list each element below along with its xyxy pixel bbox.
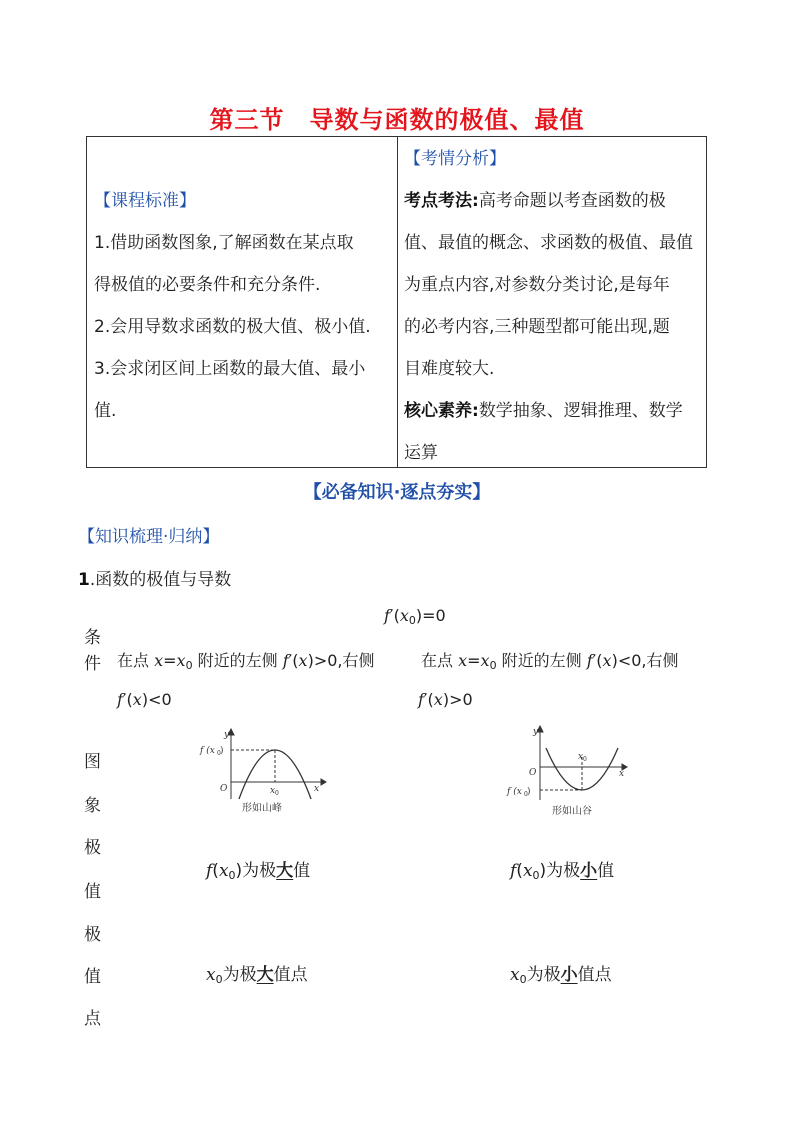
exam-analysis-cell <box>404 138 704 474</box>
min-point-text: $x_0$为极小值点 <box>510 965 612 986</box>
svg-text:x: x <box>270 786 276 796</box>
svg-text:y: y <box>224 730 230 740</box>
exam-line: 为重点内容,对参数分类讨论,是每年 <box>404 275 670 295</box>
svg-text:f (x: f (x <box>200 746 215 756</box>
max-condition-cont: f′(x)<0 <box>117 690 172 709</box>
standard-line: 得极值的必要条件和充分条件. <box>94 275 321 295</box>
graph-label: 图 象 <box>84 752 101 816</box>
extreme-point-label: 极 值 点 <box>84 925 101 1029</box>
standard-line: 1.借助函数图象,了解函数在某点取 <box>94 233 354 253</box>
svg-text:x: x <box>314 784 320 794</box>
svg-text:x: x <box>578 752 584 762</box>
min-value-text: $f(x_0)$为极小值 <box>510 861 615 882</box>
exam-line: 高考命题以考查函数的极 <box>478 191 666 211</box>
svg-text:): ) <box>527 787 531 797</box>
exam-line: 目难度较大. <box>404 359 495 379</box>
core-literacy-label: 核心素养: <box>404 401 479 421</box>
svg-text:0: 0 <box>583 756 587 763</box>
standard-line: 3.会求闭区间上函数的最大值、最小 <box>94 359 366 379</box>
exam-method-label: 考点考法: <box>404 191 479 211</box>
standard-line: 2.会用导数求函数的极大值、极小值. <box>94 317 371 337</box>
table-divider <box>397 136 398 468</box>
peak-caption: 形如山峰 <box>242 803 282 814</box>
condition-label: 条 件 <box>84 628 101 674</box>
max-value-text: $f(x_0)$为极大值 <box>206 861 311 882</box>
svg-text:O: O <box>220 784 228 794</box>
item-text: .函数的极值与导数 <box>89 570 232 590</box>
extreme-value-label: 极 值 <box>84 838 101 902</box>
min-condition: 在点 $x=x_0$ 附近的左侧 f′(x)<0,右侧 <box>421 651 679 672</box>
valley-caption: 形如山谷 <box>552 806 592 817</box>
svg-text:0: 0 <box>217 750 221 757</box>
valley-graph <box>500 722 635 820</box>
derivative-zero: $f'(x_0)=0$ <box>384 606 446 627</box>
course-standard-cell <box>94 180 394 432</box>
svg-text:): ) <box>220 746 224 756</box>
standard-line: 值. <box>94 401 117 421</box>
section-heading: 【必备知识·逐点夯实】 <box>303 482 491 503</box>
exam-line: 值、最值的概念、求函数的极值、最值 <box>404 233 693 253</box>
peak-graph <box>195 727 330 817</box>
core-line: 数学抽象、逻辑推理、数学 <box>478 401 683 421</box>
course-standard-heading: 【课程标准】 <box>94 191 196 211</box>
max-point-text: $x_0$为极大值点 <box>206 965 308 986</box>
max-condition: 在点 $x=x_0$ 附近的左侧 f′(x)>0,右侧 <box>117 651 375 672</box>
svg-text:0: 0 <box>275 790 279 797</box>
exam-line: 的必考内容,三种题型都可能出现,题 <box>404 317 670 337</box>
min-condition-cont: f′(x)>0 <box>418 690 473 709</box>
item-number: 1 <box>78 570 90 590</box>
exam-analysis-heading: 【考情分析】 <box>404 149 506 169</box>
svg-text:0: 0 <box>524 791 528 798</box>
svg-text:f (x: f (x <box>507 787 522 797</box>
page-title: 第三节 导数与函数的极值、最值 <box>209 106 585 134</box>
core-line: 运算 <box>404 443 438 463</box>
knowledge-tag: 【知识梳理·归纳】 <box>78 527 220 547</box>
svg-text:O: O <box>529 768 537 778</box>
svg-text:x: x <box>619 769 625 779</box>
item-heading <box>78 565 231 590</box>
svg-text:y: y <box>533 727 539 737</box>
